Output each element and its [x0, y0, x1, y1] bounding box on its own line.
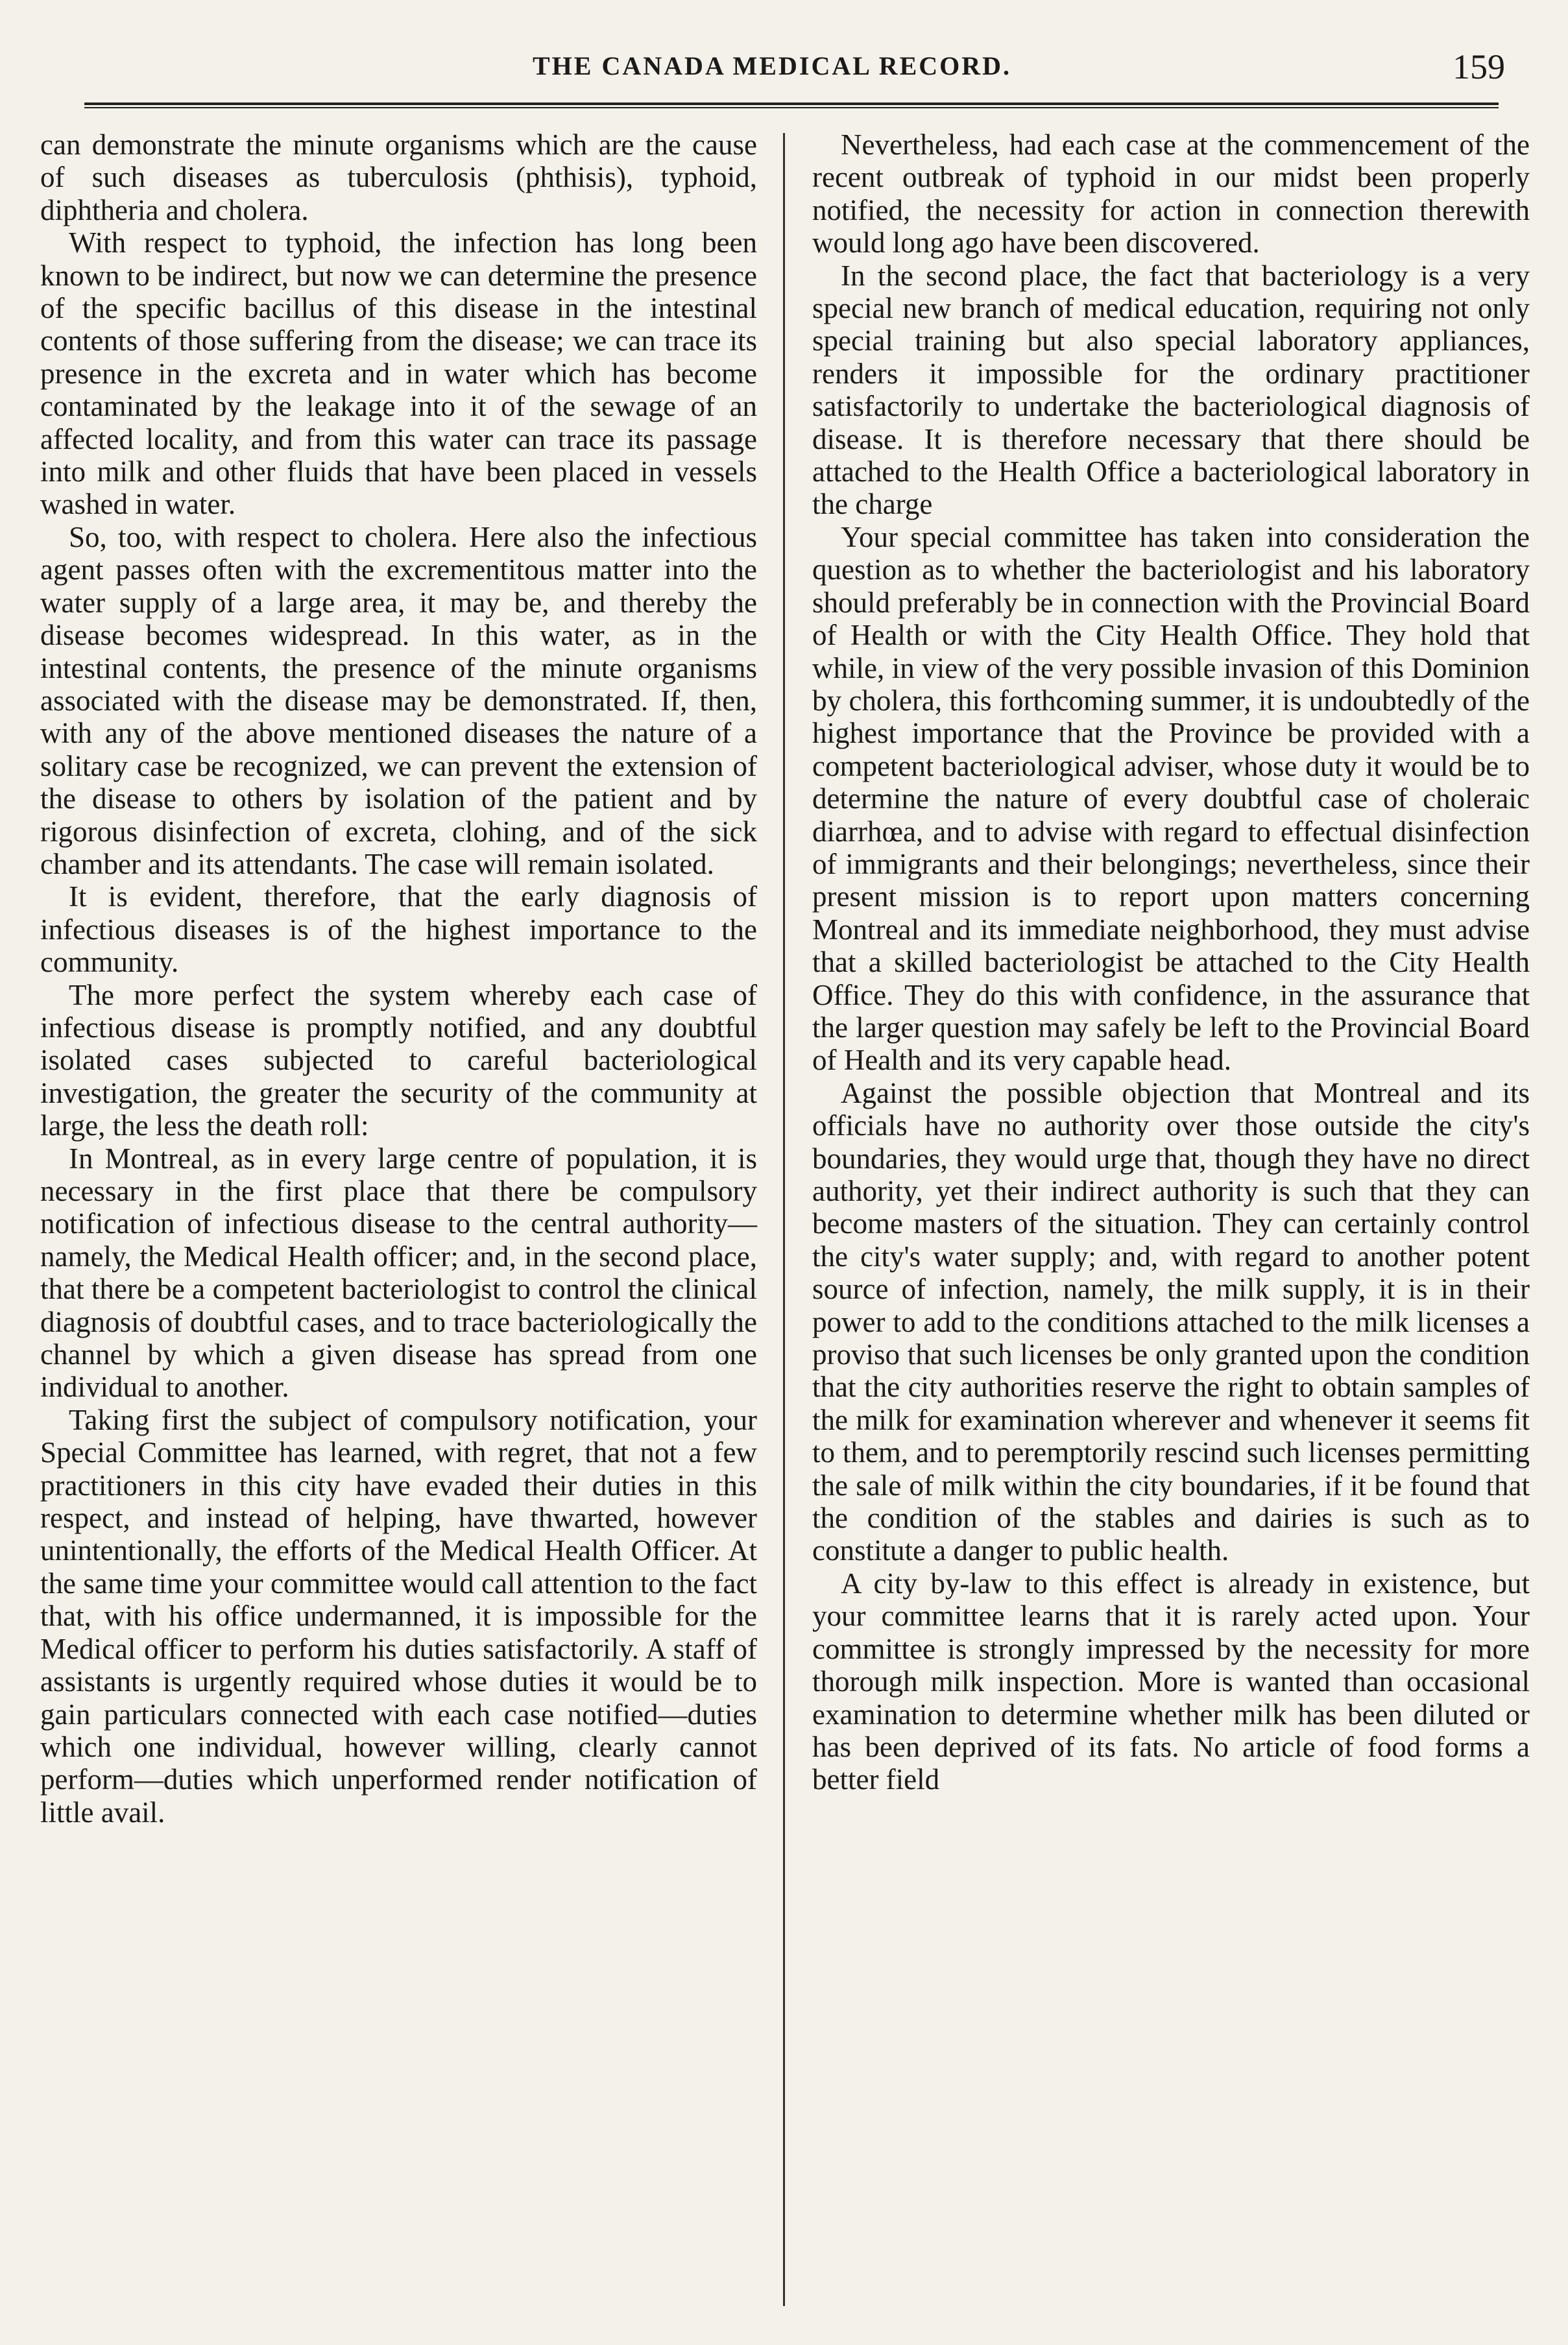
- paragraph: Your special committee has taken into consideration the question as to whether the bacteriologist and his laboratory should preferably be in connection with the Provincial Board of Health or with the City Health Office. They hold that while, in view of the very possible invasion of this Dominion by cholera, this forthcoming summer, it is undoubtedly of the highest importance that the Province be provided with a competent bacteriological adviser, whose duty it would be to determine the nature of every doubtful case of choleraic diarrhœa, and to advise with regard to effectual disinfection of immigrants and their belongings; nevertheless, since their present mission is to report upon matters concerning Montreal and its immediate neighborhood, they must advise that a skilled bacteriologist be attached to the City Health Office. They do this with confidence, in the assurance that the larger question may safely be left to the Provincial Board of Health and its very capable head.: [812, 520, 1530, 1077]
- paragraph: A city by-law to this effect is already in existence, but your committee learns that it is rarely acted upon. Your committee is strongly impressed by the necessity for more thorough milk inspection. More is wanted than occasional examination to determine whether milk has been diluted or has been deprived of its fats. No article of food forms a better field: [812, 1567, 1530, 1796]
- paragraph: With respect to typhoid, the infection has long been known to be indirect, but now we can determine the presence of the specific bacillus of this disease in the intestinal contents of those suffering from the disease; we can trace its presence in the excreta and in water which has become contaminated by the leakage into it of the sewage of an affected locality, and from this water can trace its passage into milk and other fluids that have been placed in vessels washed in water.: [40, 226, 757, 521]
- column-divider: [783, 133, 785, 2306]
- paragraph: In the second place, the fact that bacteriology is a very special new branch of medical education, requiring not only special training but also special laboratory appliances, renders it impossible for the ordinary practitioner satisfactorily to undertake the bacteriological diagnosis of disease. It is therefore necessary that there should be attached to the Health Office a bacteriological laboratory in the charge: [812, 259, 1530, 521]
- paragraph: The more perfect the system whereby each case of infectious disease is promptly notified, and any doubtful isolated cases subjected to careful bacteriological investigation, the greater the security of the community at large, the less the death roll:: [40, 978, 757, 1142]
- paragraph: Against the possible objection that Montreal and its officials have no authority over those outside the city's boundaries, they would urge that, though they have no direct authority, yet their indirect authority is such that they can become masters of the situation. They can certainly control the city's water supply; and, with regard to another potent source of infection, namely, the milk supply, it is in their power to add to the conditions attached to the milk licenses a proviso that such licenses be only granted upon the condition that the city authorities reserve the right to obtain samples of the milk for examination wherever and whenever it seems fit to them, and to peremptorily rescind such licenses permitting the sale of milk within the city boundaries, if it be found that the condition of the stables and dairies is such as to constitute a danger to public health.: [812, 1076, 1530, 1567]
- paragraph: In Montreal, as in every large centre of population, it is necessary in the first place that there be compulsory notification of infectious disease to the central authority—namely, the Medical Health officer; and, in the second place, that there be a competent bacteriologist to control the clinical diagnosis of doubtful cases, and to trace bacteriologically the channel by which a given disease has spread from one individual to another.: [40, 1142, 757, 1404]
- paragraph: Nevertheless, had each case at the commencement of the recent outbreak of typhoid in our midst been properly notified, the necessity for action in connection therewith would long ago have been discovered.: [812, 128, 1530, 259]
- right-column: [812, 128, 1530, 2321]
- paragraph: can demonstrate the minute organisms which are the cause of such diseases as tuberculosis (phthisis), typhoid, diphtheria and cholera.: [40, 128, 757, 226]
- running-head: [39, 47, 1505, 90]
- paragraph: Taking first the subject of compulsory notification, your Special Committee has learned, with regret, that not a few practitioners in this city have evaded their duties in this respect, and instead of helping, have thwarted, however unintentionally, the efforts of the Medical Health Officer. At the same time your committee would call attention to the fact that, with his office undermanned, it is impossible for the Medical officer to perform his duties satisfactorily. A staff of assistants is urgently required whose duties it would be to gain particulars connected with each case notified—duties which one individual, however willing, clearly cannot perform—duties which unperformed render notification of little avail.: [40, 1403, 757, 1829]
- left-column: [40, 128, 757, 2321]
- paragraph: So, too, with respect to cholera. Here also the infectious agent passes often with the excrementitous matter into the water supply of a large area, it may be, and thereby the disease becomes widespread. In this water, as in the intestinal contents, the presence of the minute organisms associated with the disease may be demonstrated. If, then, with any of the above mentioned diseases the nature of a solitary case be recognized, we can prevent the extension of the disease to others by isolation of the patient and by rigorous disinfection of excreta, clohing, and of the sick chamber and its attendants. The case will remain isolated.: [40, 520, 757, 880]
- paragraph: It is evident, therefore, that the early diagnosis of infectious diseases is of the highest importance to the community.: [40, 880, 757, 979]
- journal-title: THE CANADA MEDICAL RECORD.: [532, 51, 1012, 80]
- header-rule: [84, 102, 1499, 108]
- page-number: 159: [1453, 47, 1505, 86]
